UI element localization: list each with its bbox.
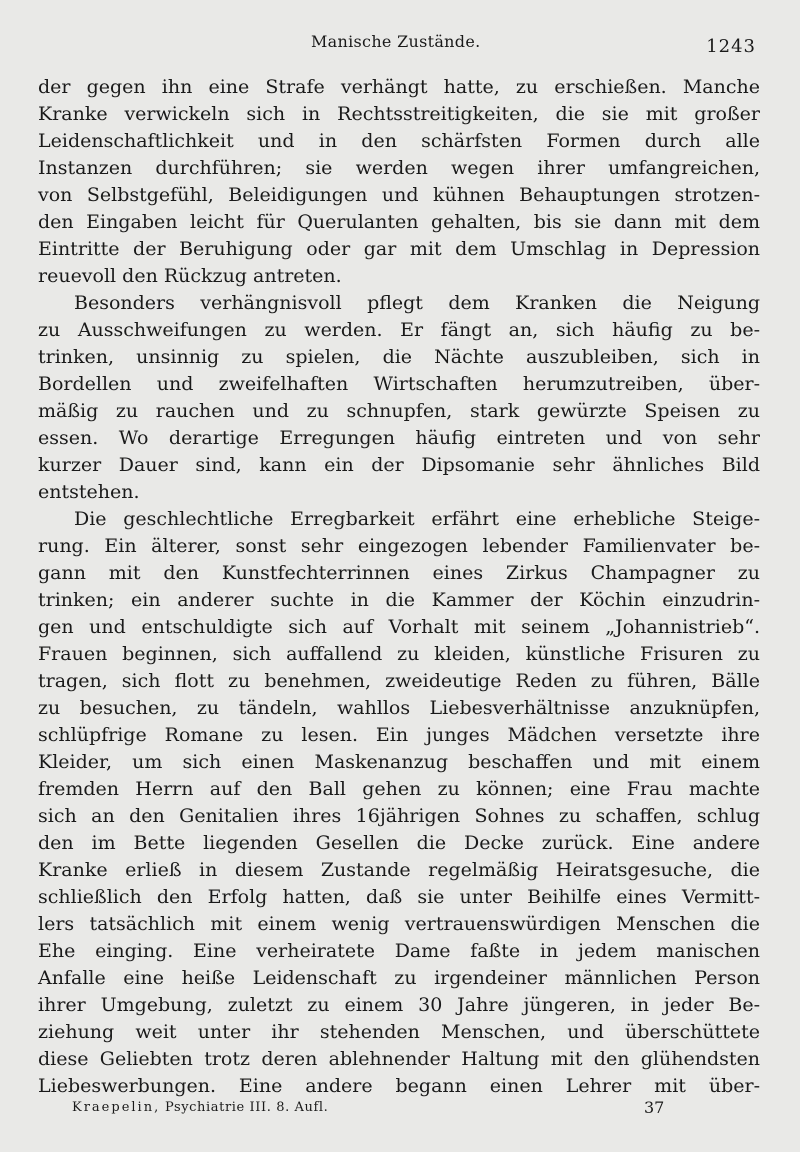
paragraph bbox=[38, 290, 760, 506]
paragraph bbox=[38, 74, 760, 290]
text-line: gen und entschuldigte sich auf Vorhalt mit seinem „Johannistrieb“. bbox=[38, 616, 760, 638]
text-line: essen. Wo derartige Erregungen häufig eintreten und von sehr bbox=[38, 427, 760, 449]
text-line: gann mit den Kunstfechterrinnen eines Zirkus Champagner zu bbox=[38, 562, 760, 584]
text-line: fremden Herrn auf den Ball gehen zu können; eine Frau machte bbox=[38, 778, 760, 800]
text-line: Instanzen durchführen; sie werden wegen ihrer umfangreichen, bbox=[38, 157, 760, 179]
text-line: Frauen beginnen, sich auffallend zu kleiden, künstliche Frisuren zu bbox=[38, 643, 760, 665]
body-text bbox=[38, 74, 760, 1100]
text-line: zu Ausschweifungen zu werden. Er fängt an, sich häufig zu be- bbox=[38, 319, 760, 341]
text-line: Die geschlechtliche Erregbarkeit erfährt eine erhebliche Steige- bbox=[74, 508, 760, 530]
text-line: Kleider, um sich einen Maskenanzug beschaffen und mit einem bbox=[38, 751, 760, 773]
paragraph bbox=[38, 506, 760, 1100]
page-number: 1243 bbox=[706, 36, 756, 57]
printer-signature bbox=[72, 1100, 328, 1115]
text-line: Ehe einging. Eine verheiratete Dame faßte in jedem manischen bbox=[38, 940, 760, 962]
running-title: Manische Zustände. bbox=[311, 32, 481, 51]
sheet-number: 37 bbox=[644, 1098, 665, 1117]
text-line: Eintritte der Beruhigung oder gar mit dem Umschlag in Depression bbox=[38, 238, 760, 260]
text-line: trinken; ein anderer suchte in die Kammer der Köchin einzudrin- bbox=[38, 589, 760, 611]
running-head bbox=[0, 32, 800, 56]
text-line: schlüpfrige Romane zu lesen. Ein junges Mädchen versetzte ihre bbox=[38, 724, 760, 746]
text-line: Kranke verwickeln sich in Rechtsstreitigkeiten, die sie mit großer bbox=[38, 103, 760, 125]
text-line: ihrer Umgebung, zuletzt zu einem 30 Jahre jüngeren, in jeder Be- bbox=[38, 994, 760, 1016]
text-line: trinken, unsinnig zu spielen, die Nächte auszubleiben, sich in bbox=[38, 346, 760, 368]
text-line: tragen, sich flott zu benehmen, zweideutige Reden zu führen, Bälle bbox=[38, 670, 760, 692]
text-line: entstehen. bbox=[38, 481, 140, 503]
text-line: zu besuchen, zu tändeln, wahllos Liebesverhältnisse anzuknüpfen, bbox=[38, 697, 760, 719]
text-line: von Selbstgefühl, Beleidigungen und kühnen Behauptungen strotzen- bbox=[38, 184, 760, 206]
text-line: der gegen ihn eine Strafe verhängt hatte, zu erschießen. Manche bbox=[38, 76, 760, 98]
page-footer bbox=[0, 1098, 800, 1120]
text-line: Liebeswerbungen. Eine andere begann einen Lehrer mit über- bbox=[38, 1075, 760, 1097]
text-line: lers tatsächlich mit einem wenig vertrauenswürdigen Menschen die bbox=[38, 913, 760, 935]
text-line: Leidenschaftlichkeit und in den schärfsten Formen durch alle bbox=[38, 130, 760, 152]
text-line: den Eingaben leicht für Querulanten gehalten, bis sie dann mit dem bbox=[38, 211, 760, 233]
text-line: Bordellen und zweifelhaften Wirtschaften herumzutreiben, über- bbox=[38, 373, 760, 395]
text-line: reuevoll den Rückzug antreten. bbox=[38, 265, 342, 287]
text-line: Kranke erließ in diesem Zustande regelmäßig Heiratsgesuche, die bbox=[38, 859, 760, 881]
text-line: ziehung weit unter ihr stehenden Menschen, und überschüttete bbox=[38, 1021, 760, 1043]
signature-author: Kraepelin, bbox=[72, 1100, 161, 1115]
text-line: den im Bette liegenden Gesellen die Decke zurück. Eine andere bbox=[38, 832, 760, 854]
text-line: Anfalle eine heiße Leidenschaft zu irgendeiner männlichen Person bbox=[38, 967, 760, 989]
signature-book: Psychiatrie III. 8. Aufl. bbox=[164, 1100, 329, 1115]
text-line: schließlich den Erfolg hatten, daß sie unter Beihilfe eines Vermitt- bbox=[38, 886, 760, 908]
text-line: diese Geliebten trotz deren ablehnender Haltung mit den glühendsten bbox=[38, 1048, 760, 1070]
text-line: kurzer Dauer sind, kann ein der Dipsomanie sehr ähnliches Bild bbox=[38, 454, 760, 476]
text-line: rung. Ein älterer, sonst sehr eingezogen lebender Familienvater be- bbox=[38, 535, 760, 557]
text-line: sich an den Genitalien ihres 16jährigen Sohnes zu schaffen, schlug bbox=[38, 805, 760, 827]
text-line: Besonders verhängnisvoll pflegt dem Kranken die Neigung bbox=[74, 292, 760, 314]
text-line: mäßig zu rauchen und zu schnupfen, stark gewürzte Speisen zu bbox=[38, 400, 760, 422]
